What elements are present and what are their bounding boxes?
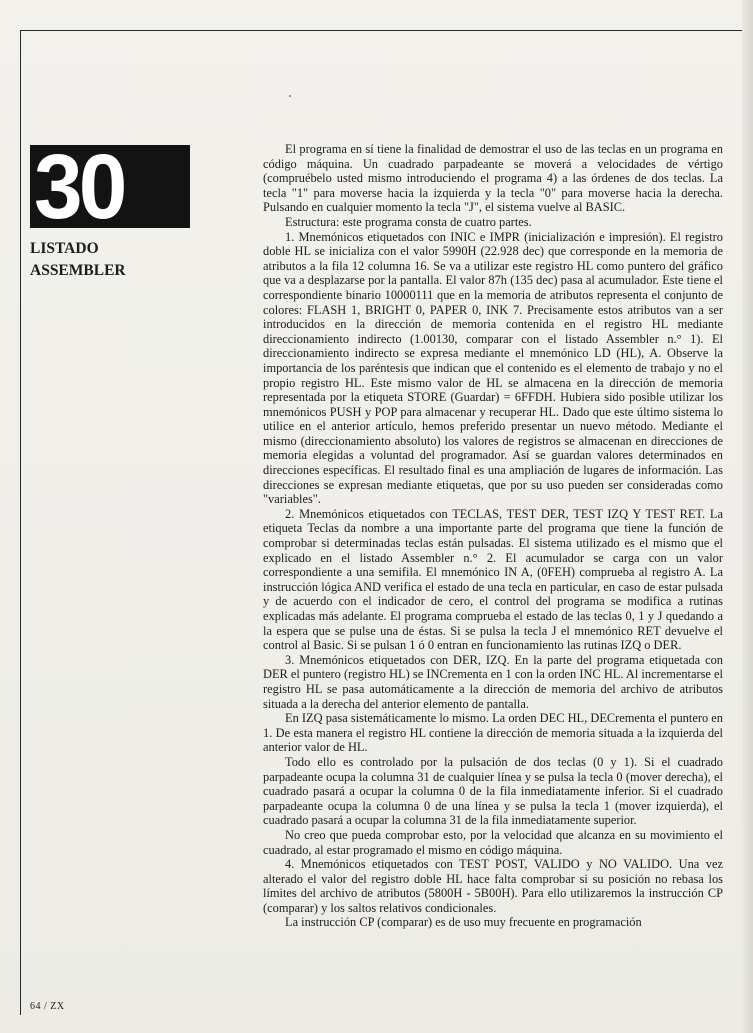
chapter-number: 30 [34, 135, 124, 238]
print-speck [289, 95, 291, 97]
paragraph-part-2: 2. Mnemónicos etiquetados con TECLAS, TEST DER, TEST IZQ Y TEST RET. La etiqueta Teclas da nombre a una importante parte del programa que tiene la función de comprobar si determinadas teclas están pulsadas. El sistema utilizado es el mismo que el explicado en el listado Assembler n.° 2. El acumulador se carga con un valor correspondiente a una semifila. El mnemónico IN A, (0FEH) comprueba al registro A. La instrucción lógica AND verifica el estado de una tecla en particular, en caso de estar pulsada y de acuerdo con el indicador de cero, el control del programa se modifica a rutinas explicadas más adelante. El programa comprueba el estado de las teclas 0, 1 y J quedando a la espera que se pulse una de éstas. Si se pulsa la tecla J el mnemónico RET devuelve el control al Basic. Si se pulsan 1 ó 0 entran en funcionamiento las rutinas IZQ o DER. [263, 506, 723, 653]
chapter-title-line-1: LISTADO [30, 240, 99, 257]
page-edge [742, 0, 753, 1033]
chapter-title [30, 238, 190, 282]
top-rule [20, 30, 753, 31]
paragraph-part-3: 3. Mnemónicos etiquetados con DER, IZQ. En la parte del programa etiquetada con DER el puntero (registro HL) se INCrementa en 1 con la orden INC HL. Al incrementarse el registro HL se pasa automáticamente a la dirección de memoria del archivo de atributos situada a la derecha del anterior elemento de pantalla. [263, 652, 723, 711]
chapter-number-box [30, 135, 190, 238]
paragraph-speed: No creo que pueda comprobar esto, por la velocidad que alcanza en su movimiento el cuadrado, al estar programado el mismo en código máquina. [263, 827, 723, 857]
article-body [263, 142, 723, 930]
paragraph-part-1: 1. Mnemónicos etiquetados con INIC e IMPR (inicialización e impresión). El registro doble HL se inicializa con el valor 5990H (22.928 dec) que corresponde en la memoria de atributos a la fila 12 columna 16. Se va a utilizar este registro HL como puntero del gráfico que va a desplazarse por la pantalla. El valor 87h (135 dec) pasa al acumulador. Este tiene el correspondiente binario 10000111 que en la memoria de atributos representa el conjunto de colores: FLASH 1, BRIGHT 0, PAPER 0, INK 7. Precisamente estos atributos van a ser introducidos en la dirección de memoria contenida en el registro HL mediante direccionamiento indirecto (1.00130, comparar con el listado Assembler n.° 1). El direccionamiento indirecto se expresa mediante el mnemónico LD (HL), A. Observe la importancia de los paréntesis que indican que el contenido es el elemento de trabajo y no el propio registro HL. Este mismo valor de HL se almacena en la dirección de memoria representada por la etiqueta STORE (Guardar) = 6FFDH. Hubiera sido posible utilizar los mnemónicos PUSH y POP para almacenar y recuperar HL. Dado que este último sistema lo utilice en el anterior artículo, hemos preferido presentar un nuevo método. Mediante el mismo (direccionamiento absoluto) los valores de registros se almacenan en direcciones de memoria elegidas a voluntad del programador. Así se guardan valores determinados en direcciones específicas. El resultado final es una ampliación de lugares de información. Las direcciones se expresan mediante etiquetas, que por su uso pueden ser consideradas como "variables". [263, 229, 723, 507]
paragraph-control: Todo ello es controlado por la pulsación de dos teclas (0 y 1). Si el cuadrado parpadeante ocupa la columna 31 de cualquier línea y se pulsa la tecla 0 (mover derecha), el cuadrado pasará a ocupar la columna 0 de la fila inmediatamente inferior. Si el cuadrado parpadeante ocupa la columna 0 de una línea y se pulsa la tecla 1 (mover izquierda), el cuadrado pasará a ocupar la columna 31 de la fila inmediatamente superior. [263, 754, 723, 828]
paragraph-part-4: 4. Mnemónicos etiquetados con TEST POST, VALIDO y NO VALIDO. Una vez alterado el valor del registro doble HL hace falta comprobar si su posición no rebasa los límites del archivo de atributos (5800H - 5B00H). Para ello utilizaremos la instrucción CP (comparar) y los saltos relativos condicionales. [263, 857, 723, 915]
paragraph-cp: La instrucción CP (comparar) es de uso muy frecuente en programación [285, 915, 642, 930]
paragraph-izq: En IZQ pasa sistemáticamente lo mismo. La orden DEC HL, DECrementa el puntero en 1. De esta manera el registro HL contiene la dirección de memoria situada a la izquierda del anterior valor de HL. [263, 711, 723, 755]
paragraph-intro: El programa en sí tiene la finalidad de demostrar el uso de las teclas en un programa en código máquina. Un cuadrado parpadeante se moverá a velocidades de vértigo (compruébelo usted mismo introduciendo el programa 4) a las órdenes de dos teclas. La tecla "1" para moverse hacia la izquierda y la tecla "0" para moverse hacia la derecha. Pulsando en cualquier momento la tecla "J", el sistema vuelve al BASIC. [263, 142, 723, 215]
paragraph-structure: Estructura: este programa consta de cuatro partes. [285, 214, 532, 229]
left-rule [20, 30, 21, 1015]
chapter-title-line-2: ASSEMBLER [30, 262, 126, 279]
page-footer: 64 / ZX [30, 1001, 65, 1012]
